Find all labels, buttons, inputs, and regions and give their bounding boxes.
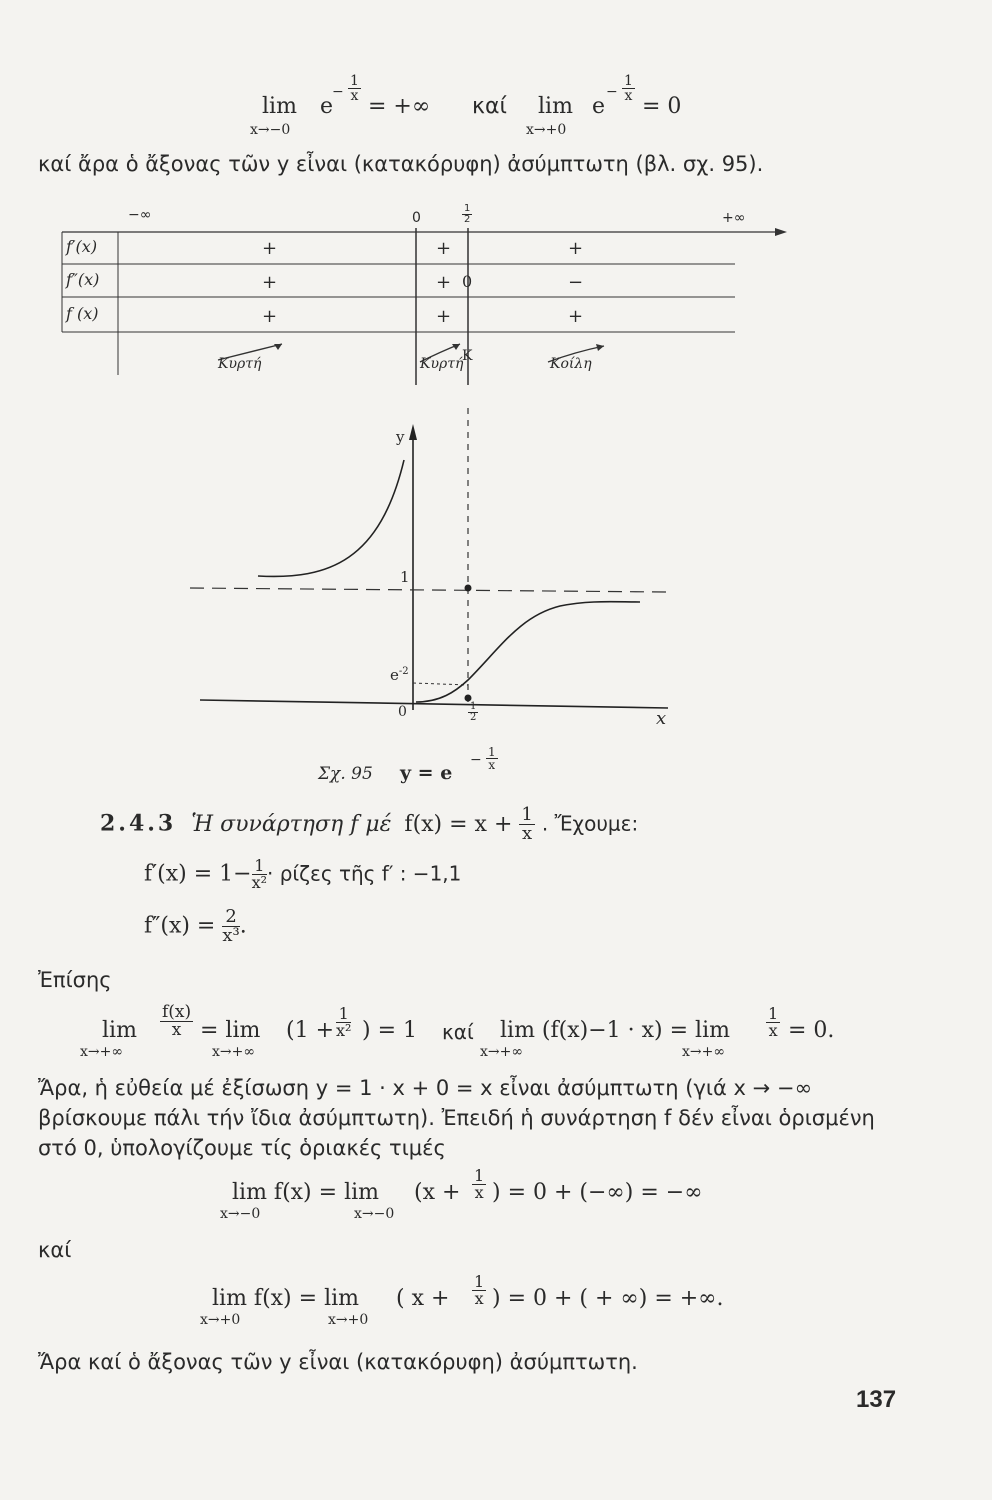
sign-cell: + xyxy=(568,306,584,327)
row-f: f (x) xyxy=(66,304,99,323)
sign-cell: + xyxy=(436,272,452,293)
base-right: e xyxy=(592,94,606,119)
caption-frac: $\frac{1}{x}$ xyxy=(488,745,496,772)
point-k-table: K xyxy=(462,348,473,364)
lim-right: lim xyxy=(538,94,573,119)
page-number: 137 xyxy=(856,1386,897,1413)
caption-fig: Σχ. 95 xyxy=(318,764,373,784)
neg-inf: −∞ xyxy=(128,207,152,223)
concavity-label: Κοίλη xyxy=(550,356,592,372)
row-fsecond: f″(x) xyxy=(66,270,100,289)
graph-one-label: 1 xyxy=(400,568,410,586)
sign-cell: + xyxy=(262,238,278,259)
value-left: = +∞ xyxy=(368,94,431,119)
half-mark: $\frac{1}{2}$ xyxy=(464,203,471,225)
y-axis-arrow xyxy=(409,424,417,440)
section-frac: $\frac{1}{x}$ xyxy=(521,804,533,844)
caption-minus: − xyxy=(470,752,482,768)
function-graph xyxy=(0,380,992,760)
sign-cell: + xyxy=(262,272,278,293)
para-line: Ἄρα, ἡ εὐθεία μέ ἐξίσωση y = 1 · x + 0 = x εἶναι ἀσύμπτωτη (γιά x → −∞ xyxy=(38,1076,812,1100)
para-line: στό 0, ὑπολογίζουμε τίς ὁριακές τιμές xyxy=(38,1136,446,1160)
pos-inf: +∞ xyxy=(722,210,746,226)
concavity-arrows xyxy=(0,340,992,380)
value-right: = 0 xyxy=(642,94,682,119)
section-header xyxy=(100,806,638,856)
limit-plus-zero: lim f(x) = lim x→+0 x→+0 ( x + $\frac{1}{x}$ ) = 0 + ( + ∞) = +∞. xyxy=(200,1272,724,1328)
section-func: f(x) = x + xyxy=(404,811,513,837)
graph-e-label: $e^{-2}$ xyxy=(390,666,409,684)
figure-caption xyxy=(318,740,558,790)
sign-cell: + xyxy=(436,238,452,259)
section-title: Ἡ συνάρτηση f μέ xyxy=(191,811,392,837)
sign-cell: + xyxy=(262,306,278,327)
axis-arrow xyxy=(775,228,787,236)
caption-eq: y = e xyxy=(400,762,453,784)
lim-right-sub: x→+0 xyxy=(526,122,567,138)
sign-cell: + xyxy=(436,306,452,327)
exp-frac-right: $\frac{1}{x}$ xyxy=(624,73,633,104)
asymptote-sentence: καί ἄρα ὁ ἄξονας τῶν y εἶναι (κατακόρυφη) ἀσύμπτωτη (βλ. σχ. 95). xyxy=(38,152,764,176)
exp-minus-right: − xyxy=(606,84,618,100)
para-line: βρίσκουμε πάλι τήν ἴδια ἀσύμπτωτη). Ἐπειδή ἡ συνάρτηση f δέν εἶναι ὁρισμένη xyxy=(38,1106,875,1130)
asymptote-point xyxy=(465,585,472,592)
x-axis xyxy=(200,700,668,708)
asymptote-y1 xyxy=(190,588,668,592)
sign-cell: − xyxy=(568,272,584,293)
zero-mark: 0 xyxy=(412,210,421,226)
concavity-label: Κυρτή xyxy=(218,356,262,372)
limit-minus-zero: lim f(x) = lim x→−0 x→−0 (x + $\frac{1}{x}$ ) = 0 + (−∞) = −∞ xyxy=(220,1166,703,1222)
exp-minus-left: − xyxy=(332,84,344,100)
inflection-zero: 0 xyxy=(462,272,473,291)
left-branch xyxy=(258,460,404,576)
limits-infinity: lim x→+∞ $\frac{f(x)}{x}$ = lim x→+∞ (1 + $\frac{1}{\text{x²}}$ ) = 1 καί lim (f(x)−1 · x) = lim x→+∞ x→+∞ $\frac{1}{x}$ = 0. xyxy=(80,1002,835,1060)
lim-left: lim xyxy=(262,94,297,119)
first-derivative: f′(x) = 1− $\frac{1}{\text{x²}}$ · ρίζες τῆς f′ : −1,1 xyxy=(144,856,462,892)
conj: καί xyxy=(472,94,507,119)
section-after: . Ἔχουμε: xyxy=(541,811,639,836)
exp-frac-left: $\frac{1}{x}$ xyxy=(350,73,359,104)
row-fprime: f′(x) xyxy=(66,237,98,256)
kai-word: καί xyxy=(38,1238,72,1262)
base-left: e xyxy=(320,94,334,119)
graph-origin: 0 xyxy=(398,704,407,720)
graph-x-label: x xyxy=(656,708,667,729)
lim-left-sub: x→−0 xyxy=(250,122,291,138)
graph-y-label: y xyxy=(396,428,405,446)
right-branch xyxy=(416,602,640,702)
sign-cell: + xyxy=(568,238,584,259)
final-sentence: Ἄρα καί ὁ ἄξονας τῶν y εἶναι (κατακόρυφη) ἀσύμπτωτη. xyxy=(38,1350,638,1374)
top-limits-line xyxy=(250,72,722,152)
section-number: 2.4.3 xyxy=(100,810,177,837)
graph-half: $\frac{1}{2}$ xyxy=(470,701,477,723)
episis: Ἐπίσης xyxy=(38,968,112,992)
concavity-label: Κυρτή xyxy=(420,356,464,372)
second-derivative: f″(x) = $\frac{2}{\text{x³}}$ . xyxy=(144,906,247,946)
